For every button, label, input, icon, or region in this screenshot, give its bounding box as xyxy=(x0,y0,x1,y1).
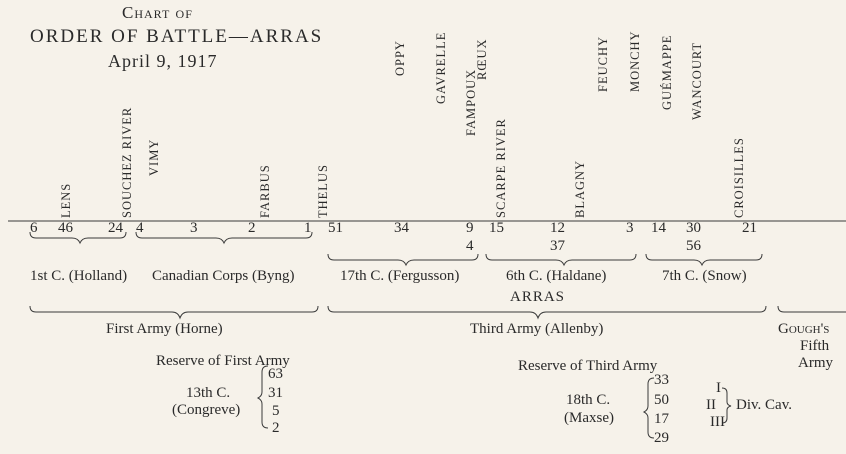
chart-title-date: April 9, 1917 xyxy=(108,51,218,71)
place-roeux: RŒUX xyxy=(475,38,489,80)
division-4-reserve: 4 xyxy=(466,238,474,254)
place-gavrelle: GAVRELLE xyxy=(434,31,448,104)
corps-1st: 1st C. (Holland) xyxy=(30,268,128,284)
division-15: 15 xyxy=(489,220,504,236)
brace-6th-corps xyxy=(486,254,636,265)
division-34: 34 xyxy=(394,220,409,236)
reserve-third-corps: 18th C. xyxy=(566,392,611,408)
division-6: 6 xyxy=(30,220,38,236)
brace-fifth-army xyxy=(778,306,846,312)
place-vimy: VIMY xyxy=(147,138,161,176)
place-souchez-river: SOUCHEZ RIVER xyxy=(120,106,134,218)
reserve-third-division: 50 xyxy=(654,392,669,408)
division-51: 51 xyxy=(328,220,343,236)
place-lens: LENS xyxy=(59,182,73,218)
brace-first-reserve xyxy=(258,366,268,428)
place-blagny: BLAGNY xyxy=(573,159,587,218)
reserve-third-title: Reserve of Third Army xyxy=(518,358,658,374)
army-fifth-line3: Army xyxy=(798,355,833,371)
army-fifth-line2: Fifth xyxy=(800,338,830,354)
place-farbus: FARBUS xyxy=(258,164,272,218)
place-thelus: THELUS xyxy=(316,164,330,218)
division-3b: 3 xyxy=(626,220,634,236)
reserve-first-corps: 13th C. xyxy=(186,385,231,401)
reserve-third-division: 29 xyxy=(654,430,669,446)
brace-third-reserve xyxy=(644,378,654,438)
reserve-first-title: Reserve of First Army xyxy=(156,353,290,369)
reserve-third-commander: (Maxse) xyxy=(564,410,614,426)
place-guemappe: GUÉMAPPE xyxy=(660,34,674,110)
cavalry-division: III xyxy=(710,414,725,430)
division-3: 3 xyxy=(190,220,198,236)
army-fifth-line1: Gough's xyxy=(778,321,830,337)
division-12: 12 xyxy=(550,220,565,236)
reserve-third-division: 33 xyxy=(654,372,669,388)
place-croisilles: CROISILLES xyxy=(732,137,746,218)
division-9: 9 xyxy=(466,220,474,236)
division-2: 2 xyxy=(248,220,256,236)
division-37: 37 xyxy=(550,238,565,254)
place-wancourt: WANCOURT xyxy=(690,41,704,120)
brace-canadian-corps xyxy=(136,232,312,243)
cavalry-division: I xyxy=(716,380,721,396)
division-4: 4 xyxy=(136,220,144,236)
chart-title-line1: Chart of xyxy=(122,3,193,22)
corps-7th: 7th C. (Snow) xyxy=(662,268,747,284)
division-56: 56 xyxy=(686,238,701,254)
reserve-first-division: 31 xyxy=(268,385,283,401)
reserve-first-commander: (Congreve) xyxy=(172,402,241,418)
corps-canadian: Canadian Corps (Byng) xyxy=(152,268,295,284)
division-1: 1 xyxy=(304,220,312,236)
division-30: 30 xyxy=(686,220,701,236)
reserve-first-division: 63 xyxy=(268,366,283,382)
cavalry-division: II xyxy=(706,397,716,413)
cavalry-label: Div. Cav. xyxy=(736,397,792,413)
brace-7th-corps xyxy=(646,254,762,265)
place-fampoux: FAMPOUX xyxy=(464,68,478,136)
brace-first-army xyxy=(30,306,318,318)
corps-6th: 6th C. (Haldane) xyxy=(506,268,607,284)
reserve-third-division: 17 xyxy=(654,411,669,427)
reserve-first-division: 5 xyxy=(272,403,280,419)
division-24: 24 xyxy=(108,220,123,236)
division-21: 21 xyxy=(742,220,757,236)
corps-17th: 17th C. (Fergusson) xyxy=(340,268,460,284)
brace-third-army xyxy=(328,306,766,318)
army-first: First Army (Horne) xyxy=(106,321,223,337)
place-monchy: MONCHY xyxy=(628,30,642,92)
division-14: 14 xyxy=(651,220,666,236)
city-arras: ARRAS xyxy=(510,289,566,305)
division-46: 46 xyxy=(58,220,73,236)
brace-17th-corps xyxy=(328,254,478,265)
reserve-first-division: 2 xyxy=(272,420,280,436)
army-third: Third Army (Allenby) xyxy=(470,321,604,337)
place-scarpe-river: SCARPE RIVER xyxy=(494,118,508,218)
place-feuchy: FEUCHY xyxy=(596,35,610,92)
place-oppy: OPPY xyxy=(393,40,407,76)
chart-title-line2: ORDER OF BATTLE—ARRAS xyxy=(30,26,324,47)
